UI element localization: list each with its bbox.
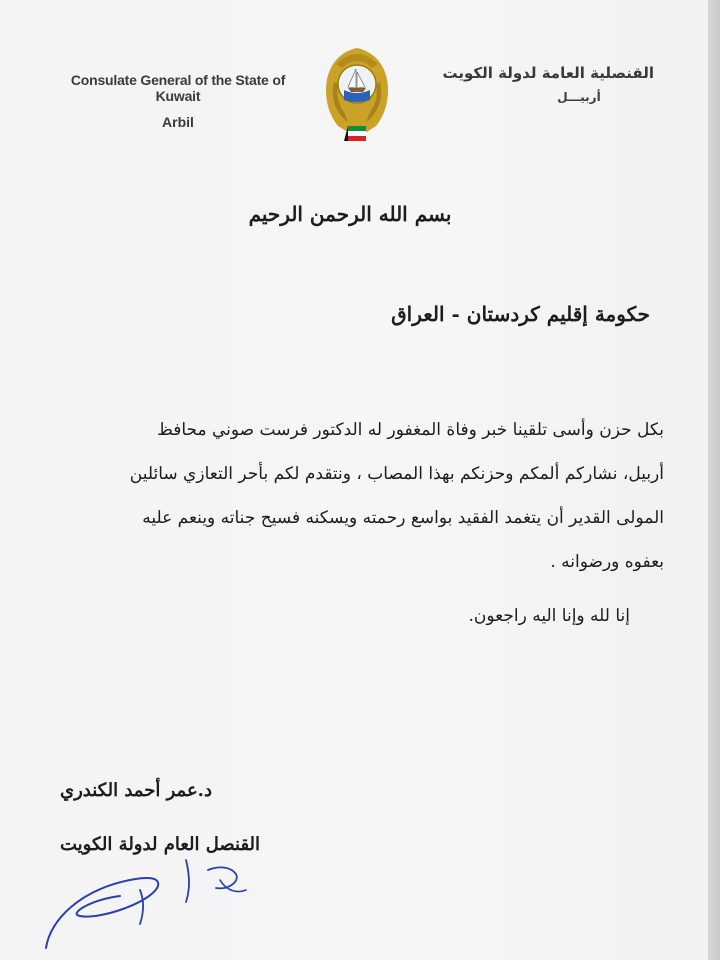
arabic-letterhead bbox=[420, 64, 654, 104]
kuwait-coat-of-arms-icon bbox=[318, 42, 396, 152]
letter-body bbox=[68, 408, 664, 584]
body-line: بعفوه ورضوانه . bbox=[550, 552, 664, 572]
signatory-title: القنصل العام لدولة الكويت bbox=[60, 834, 261, 855]
paper-edge bbox=[708, 0, 720, 960]
closing-phrase: إنا لله وإنا اليه راجعون. bbox=[468, 606, 630, 626]
english-city: Arbil bbox=[162, 114, 194, 130]
basmala: بسم الله الرحمن الرحيم bbox=[248, 202, 452, 226]
handwritten-signature bbox=[40, 850, 280, 960]
body-line: بكل حزن وأسى تلقينا خبر وفاة المغفور له الدكتور فرست صوني محافظ bbox=[157, 420, 664, 440]
body-line: المولى القدير أن يتغمد الفقيد بواسع رحمته ويسكنه فسيح جناته وينعم عليه bbox=[142, 508, 664, 528]
signatory-name: د.عمر أحمد الكندري bbox=[60, 780, 212, 801]
english-letterhead bbox=[68, 72, 288, 130]
arabic-consulate-name: القنصلية العامة لدولة الكويت bbox=[442, 64, 654, 82]
addressee: حكومة إقليم كردستان - العراق bbox=[391, 302, 650, 326]
arabic-city: أربيـــل bbox=[557, 90, 601, 104]
english-consulate-name: Consulate General of the State of Kuwait bbox=[70, 72, 286, 104]
body-line: أربيل، نشاركم ألمكم وحزنكم بهذا المصاب ، ونتقدم لكم بأحر التعازي سائلين bbox=[129, 464, 664, 484]
